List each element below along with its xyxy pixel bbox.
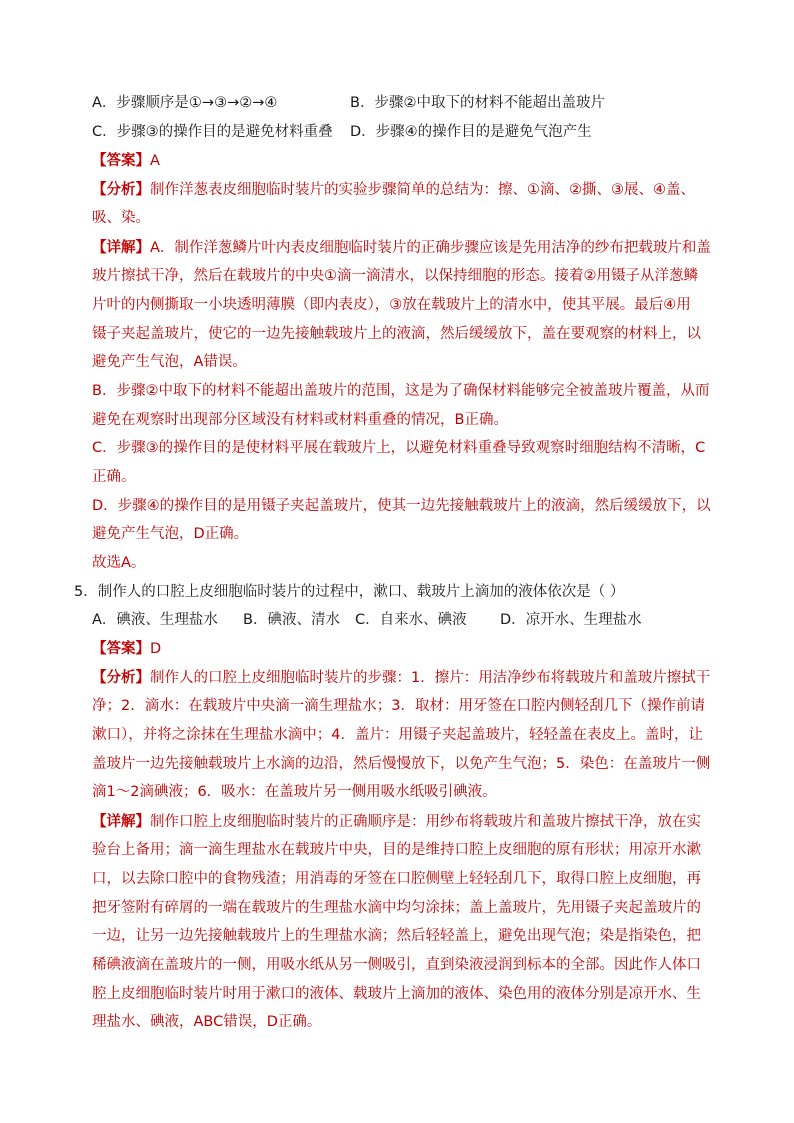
q4-detail-line: B．步骤②中取下的材料不能超出盖玻片的范围，这是为了确保材料能够完全被盖玻片覆盖，从而 <box>92 383 710 399</box>
q4-detail-line: 避免产生气泡，D正确。 <box>92 526 249 542</box>
q5-option-a: A．碘液、生理盐水 <box>92 612 218 628</box>
q5-analysis-line: 净；2．滴水：在载玻片中央滴一滴生理盐水；3．取材：用牙签在口腔内侧轻刮几下（操作前请 <box>92 698 705 714</box>
q4-answer-value: A <box>150 153 160 169</box>
q4-analysis-tag: 【分析】 <box>92 182 150 198</box>
q4-detail-line: 避免产生气泡，A错误。 <box>92 354 247 370</box>
q4-answer <box>92 151 160 171</box>
q5-answer <box>92 639 161 659</box>
q5-answer-tag: 【答案】 <box>92 641 150 657</box>
q5-detail-line: 一边，让另一边先接触载玻片上的生理盐水滴；然后轻轻盖上，避免出现气泡；染是指染色，把 <box>92 928 701 944</box>
q5-option-c: C．自来水、碘液 <box>355 612 467 628</box>
q4-detail-line: 玻片擦拭干净，然后在载玻片的中央①滴一滴清水，以保持细胞的形态。接着②用镊子从洋葱鳞 <box>92 268 698 284</box>
q5-option-b: B．碘液、清水 <box>243 612 340 628</box>
q4-detail-line: 片叶的内侧撕取一小块透明薄膜（即内表皮），③放在载玻片上的清水中，使其平展。最后④用 <box>92 297 691 313</box>
q4-detail-tag: 【详解】 <box>92 240 150 256</box>
q4-option-a: A．步骤顺序是①→③→②→④ <box>92 95 278 111</box>
q5-detail-line: 腔上皮细胞临时装片时用于漱口的液体、载玻片上滴加的液体、染色用的液体分别是凉开水、生 <box>92 986 701 1002</box>
q5-stem: 5．制作人的口腔上皮细胞临时装片的过程中，漱口、载玻片上滴加的液体依次是（ ） <box>74 584 625 600</box>
q4-option-b: B．步骤②中取下的材料不能超出盖玻片 <box>350 95 605 111</box>
q4-answer-tag: 【答案】 <box>92 153 150 169</box>
q4-option-d: D．步骤④的操作目的是避免气泡产生 <box>350 124 592 140</box>
q4-conclusion: 故选A。 <box>92 555 146 571</box>
q5-option-d: D．凉开水、生理盐水 <box>500 612 642 628</box>
q4-detail-text: A．制作洋葱鳞片叶内表皮细胞临时装片的正确步骤应该是先用洁净的纱布把载玻片和盖 <box>150 240 711 256</box>
q4-detail-line: 避免在观察时出现部分区域没有材料或材料重叠的情况，B正确。 <box>92 412 508 428</box>
q5-analysis-tag: 【分析】 <box>92 670 150 686</box>
q5-analysis-text: 制作人的口腔上皮细胞临时装片的步骤：1．擦片：用洁净纱布将载玻片和盖玻片擦拭干 <box>150 670 711 686</box>
q4-detail-line: C．步骤③的操作目的是使材料平展在载玻片上，以避免材料重叠导致观察时细胞结构不清晰，C <box>92 440 706 456</box>
q5-detail-text: 制作口腔上皮细胞临时装片的正确顺序是：用纱布将载玻片和盖玻片擦拭干净，放在实 <box>150 814 701 830</box>
q5-detail-tag: 【详解】 <box>92 814 150 830</box>
q4-analysis-text: 制作洋葱表皮细胞临时装片的实验步骤简单的总结为：擦、①滴、②撕、③展、④盖、 <box>150 182 695 198</box>
q5-analysis-line: 漱口），并将之涂抹在生理盐水滴中；4．盖片：用镊子夹起盖玻片，轻轻盖在表皮上。盖时，让 <box>92 727 703 743</box>
q5-detail-line: 口，以去除口腔中的食物残渣；用消毒的牙签在口腔侧壁上轻轻刮几下，取得口腔上皮细胞，再 <box>92 871 701 887</box>
q5-detail-line <box>92 812 701 832</box>
q5-detail-line: 理盐水、碘液，ABC错误，D正确。 <box>92 1014 322 1030</box>
q4-detail-line: D．步骤④的操作目的是用镊子夹起盖玻片，使其一边先接触载玻片上的液滴，然后缓缓放下，以 <box>92 498 711 514</box>
q5-detail-line: 把牙签附有碎屑的一端在载玻片的生理盐水滴中均匀涂抹；盖上盖玻片，先用镊子夹起盖玻片的 <box>92 900 701 916</box>
q5-analysis-line: 盖玻片一边先接触载玻片上水滴的边沿，然后慢慢放下，以免产生气泡；5．染色：在盖玻片一侧 <box>92 756 711 772</box>
q4-detail-line <box>92 238 711 258</box>
q4-analysis-line: 吸、染。 <box>92 210 150 226</box>
q4-detail-line: 镊子夹起盖玻片，使它的一边先接触载玻片上的液滴，然后缓缓放下，盖在要观察的材料上，以 <box>92 326 701 342</box>
q4-detail-line: 正确。 <box>92 469 136 485</box>
q4-analysis-line <box>92 180 695 200</box>
q5-answer-value: D <box>150 641 162 657</box>
q5-analysis-line: 滴1～2滴碘液；6．吸水：在盖玻片另一侧用吸水纸吸引碘液。 <box>92 784 497 800</box>
q5-detail-line: 稀碘液滴在盖玻片的一侧，用吸水纸从另一侧吸引，直到染液浸润到标本的全部。因此作人体口 <box>92 957 701 973</box>
q5-analysis-line <box>92 668 710 688</box>
q5-detail-line: 验台上备用；滴一滴生理盐水在载玻片中央，目的是维持口腔上皮细胞的原有形状；用凉开水漱 <box>92 842 701 858</box>
q4-option-c: C．步骤③的操作目的是避免材料重叠 <box>92 124 333 140</box>
